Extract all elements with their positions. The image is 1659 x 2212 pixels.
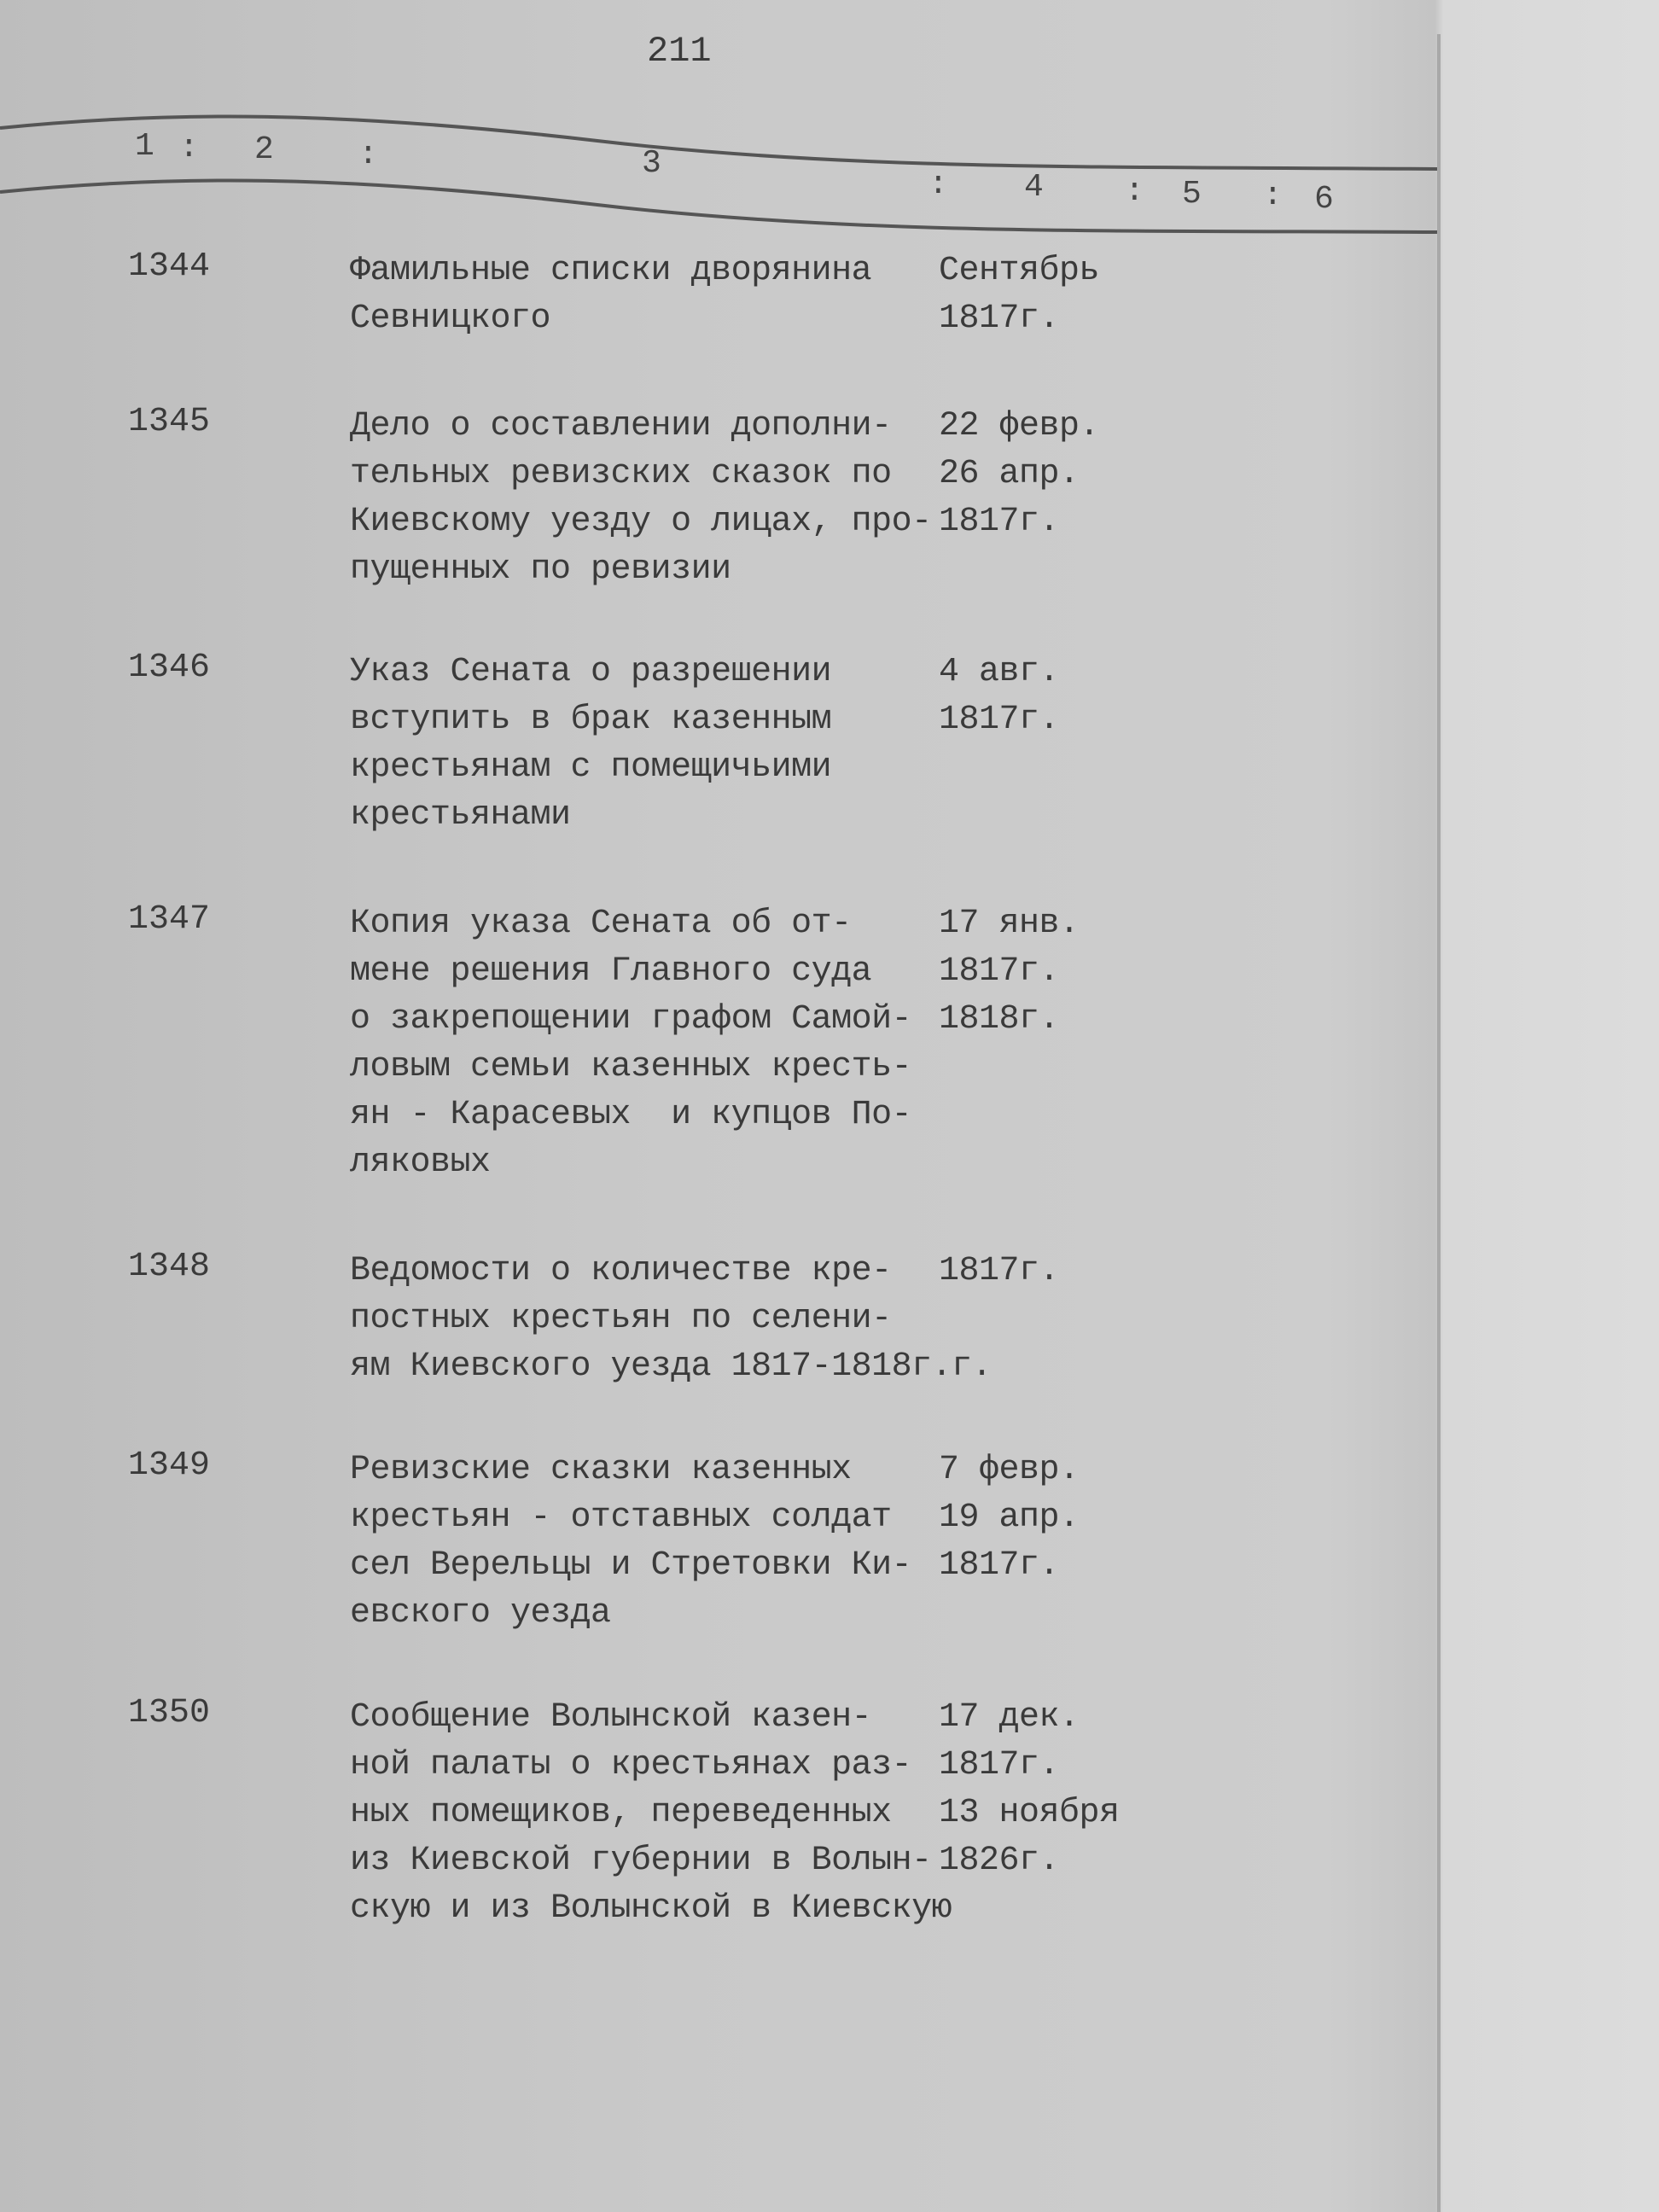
date-line: 22 февр. [939,407,1100,445]
header-bottom-rule [0,180,1437,232]
date-line: 7 февр. [939,1451,1080,1489]
description-line: крестьян - отставных солдат [350,1499,892,1537]
entry-dates [939,1248,1059,1295]
col-2: 2 [254,131,274,168]
entry-number: 1346 [128,649,211,687]
date-line: 1817г. [939,701,1060,739]
entry-number: 1349 [128,1447,211,1485]
date-line: 4 авг. [939,653,1060,691]
date-line: 1817г. [939,1746,1060,1784]
date-line: Сентябрь [939,252,1100,290]
entry-number: 1348 [128,1248,211,1286]
description-line: ловым семьи казенных кресть- [350,1048,912,1086]
entry-description [350,1694,952,1933]
entry-dates [939,247,1099,343]
entry-description [350,649,831,840]
date-line: 17 янв. [939,905,1080,943]
entry-description [350,900,911,1187]
description-line: ям Киевского уезда 1817-1818г.г. [350,1348,992,1386]
date-line: 1817г. [939,1252,1060,1290]
description-line: Севницкого [350,300,551,338]
entry-description [350,1447,911,1638]
date-line: 1817г. [939,1546,1060,1585]
col-sep: : [179,130,199,166]
entry-number: 1347 [128,900,211,939]
entry-description [350,1248,992,1391]
entry-description [350,403,932,594]
description-line: постных крестьян по селени- [350,1300,892,1338]
entry-dates [939,649,1059,744]
date-line: 19 апр. [939,1499,1080,1537]
date-line: 13 ноября [939,1794,1120,1832]
description-line: крестьянами [350,796,571,835]
description-line: скую и из Волынской в Киевскую [350,1889,952,1928]
description-line: Указ Сената о разрешении [350,653,832,691]
entry-dates [939,1694,1120,1885]
col-4: 4 [1024,169,1044,206]
description-line: евского уезда [350,1594,611,1633]
date-line: 1826г. [939,1842,1060,1880]
description-line: ляковых [350,1144,491,1182]
description-line: Копия указа Сената об от- [350,905,852,943]
description-line: тельных ревизских сказок по [350,455,892,493]
date-line: 1818г. [939,1000,1060,1039]
col-sep: : [1125,173,1144,210]
description-line: Дело о составлении дополни- [350,407,892,445]
description-line: пущенных по ревизии [350,550,731,589]
entry-description [350,247,871,343]
col-5: 5 [1182,176,1202,212]
description-line: Ведомости о количестве кре- [350,1252,892,1290]
col-6: 6 [1314,181,1334,218]
description-line: мене решения Главного суда [350,952,872,991]
description-line: о закрепощении графом Самой- [350,1000,912,1039]
entry-dates [939,1447,1080,1590]
entry-number: 1350 [128,1694,211,1732]
date-line: 1817г. [939,300,1060,338]
description-line: Киевскому уезду о лицах, про- [350,503,932,541]
description-line: Ревизские сказки казенных [350,1451,852,1489]
page-number: 211 [647,31,712,72]
col-sep: : [1263,178,1283,214]
page-edge [1437,34,1441,2212]
date-line: 1817г. [939,503,1060,541]
description-line: сел Верельцы и Стретовки Ки- [350,1546,912,1585]
entry-dates [939,403,1099,546]
entry-dates [939,900,1080,1044]
date-line: 1817г. [939,952,1060,991]
description-line: ных помещиков, переведенных [350,1794,892,1832]
description-line: крестьянам с помещичьими [350,748,832,787]
description-line: Фамильные списки дворянина [350,252,872,290]
entry-number: 1345 [128,403,211,441]
col-sep: : [358,137,378,173]
description-line: ян - Карасевых и купцов По- [350,1096,912,1134]
header-top-rule [0,116,1437,169]
col-sep: : [928,166,948,203]
date-line: 26 апр. [939,455,1080,493]
col-1: 1 [135,128,154,165]
description-line: из Киевской губернии в Волын- [350,1842,932,1880]
description-line: Сообщение Волынской казен- [350,1698,872,1737]
col-3: 3 [642,145,661,182]
date-line: 17 дек. [939,1698,1080,1737]
description-line: вступить в брак казенным [350,701,832,739]
description-line: ной палаты о крестьянах раз- [350,1746,912,1784]
entry-number: 1344 [128,247,211,286]
